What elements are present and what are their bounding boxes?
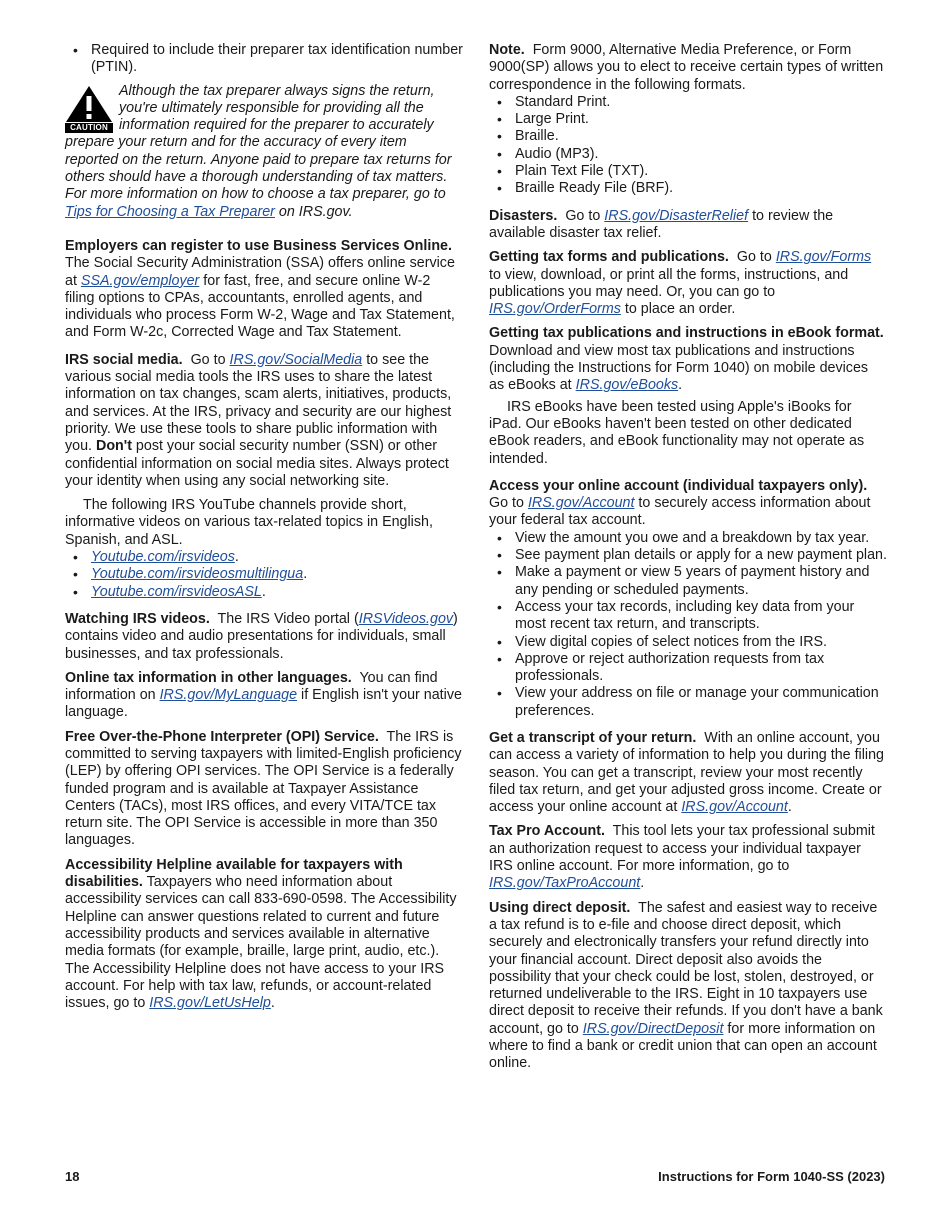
irs-videos-link[interactable]: IRSVideos.gov (358, 610, 454, 627)
page-number: 18 (65, 1169, 80, 1184)
account-section: Access your online account (individual taxpayers only). Go to IRS.gov/Account to securely access information about your federal tax account. (489, 477, 871, 529)
section-heading: Getting tax forms and publications. (489, 249, 729, 266)
list-item: • View digital copies of select notices from the IRS. (515, 634, 887, 651)
youtube-multilingua-link[interactable]: Youtube.com/irsvideosmultilingua (91, 566, 304, 583)
social-media-link[interactable]: IRS.gov/SocialMedia (229, 351, 363, 368)
account-link[interactable]: IRS.gov/Account (527, 495, 635, 512)
list-item: • Access your tax records, including key data from your most recent tax return, and transcripts. (515, 599, 887, 634)
section-heading: IRS social media. (65, 351, 183, 368)
list-item: • Youtube.com/irsvideosASL. (91, 584, 463, 601)
section-heading: Getting tax publications and instructions in eBook format. (489, 325, 884, 342)
section-heading: Get a transcript of your return. (489, 729, 697, 746)
ebook-section: Getting tax publications and instructions in eBook format. Download and view most tax publications and instructions (including the Instructions for Form 1040) on mobile devices as eBooks at IRS.gov/eBooks. (489, 325, 884, 394)
caution-box (65, 83, 463, 221)
section-heading: Online tax information in other languages. (65, 669, 352, 686)
youtube-asl-link[interactable]: Youtube.com/irsvideosASL (91, 583, 262, 600)
opi-section: Free Over-the-Phone Interpreter (OPI) Service. The IRS is committed to serving taxpayers with limited-English proficiency (LEP) by offering OPI services. The OPI Service is a federally funded program and is available at Taxpayer Assistance Centers (TACs), most IRS offices, and every VITA/TCE tax return site. The OPI Service is accessible in more than 350 languages. (65, 728, 462, 849)
disasters-section: Disasters. Go to IRS.gov/DisasterRelief to review the available disaster tax relief. (489, 207, 834, 241)
formats-list (489, 94, 887, 198)
left-column (65, 42, 463, 1019)
document-title: Instructions for Form 1040-SS (2023) (658, 1169, 885, 1184)
list-item: • Braille Ready File (BRF). (515, 180, 887, 197)
transcript-account-link[interactable]: IRS.gov/Account (681, 799, 788, 816)
section-heading: Accessibility Helpline available for taxpayers with disabilities. (65, 856, 403, 891)
section-heading: Employers can register to use Business Services Online. (65, 237, 452, 254)
account-features-list (489, 530, 887, 720)
employers-section: Employers can register to use Business Services Online. The Social Security Administration (SSA) offers online service at SSA.gov/employer for fast, free, and secure online W-2 filing options to CPAs, accountants, enrolled agents, and individuals who process Form W-2, Wage and Tax Statement, and Form W-2c, Corrected Wage and Tax Statement. (65, 237, 455, 341)
youtube-list (65, 549, 463, 601)
caution-text: Although the tax preparer always signs the return, you're ultimately responsible for providing all the information required for the preparer to accurately prepare your return and for the accuracy of every item reported on the return. Anyone paid to prepare tax returns for others should have a thorough understanding of tax matters. For more information on how to choose a tax preparer, go to Tips for Choosing a Tax Preparer on IRS.gov. (65, 82, 452, 220)
preparer-list (65, 42, 463, 77)
list-item: • See payment plan details or apply for a new payment plan. (515, 547, 887, 564)
watching-videos-section: Watching IRS videos. The IRS Video portal (IRSVideos.gov) contains video and audio presentations for individuals, small businesses, and tax professionals. (65, 610, 458, 662)
youtube-irsvideos-link[interactable]: Youtube.com/irsvideos (91, 549, 235, 566)
list-item: • Plain Text File (TXT). (515, 163, 887, 180)
right-column (489, 42, 887, 1080)
caution-label: CAUTION (65, 123, 113, 133)
youtube-intro: The following IRS YouTube channels provide short, informative videos on various tax-related topics in English, Spanish, and ASL. (65, 497, 433, 548)
list-item: • Youtube.com/irsvideos. (91, 549, 463, 566)
ssa-employer-link[interactable]: SSA.gov/employer (80, 272, 200, 289)
list-item: • Standard Print. (515, 94, 887, 111)
tips-preparer-link[interactable]: Tips for Choosing a Tax Preparer (65, 203, 275, 220)
forms-section: Getting tax forms and publications. Go to IRS.gov/Forms to view, download, or print all the forms, instructions, and publications you may need. Or, you can go to IRS.gov/OrderForms to place an order. (489, 249, 872, 318)
my-language-link[interactable]: IRS.gov/MyLanguage (159, 687, 298, 704)
order-forms-link[interactable]: IRS.gov/OrderForms (489, 301, 621, 318)
social-media-section: IRS social media. Go to IRS.gov/SocialMedia to see the various social media tools the IRS uses to share the latest information on tax changes, scam alerts, initiatives, products, and services. At the IRS, privacy and security are our highest priority. We use these tools to share public information with you. Don't post your social security number (SSN) or other confidential information on social media sites. Always protect your identity when using any social networking site. (65, 351, 452, 489)
ebook-note: IRS eBooks have been tested using Apple's iBooks for iPad. Our eBooks haven't been tested on other dedicated eBook readers, and eBook functionality may not operate as intended. (489, 398, 865, 467)
other-languages-section: Online tax information in other languages. You can find information on IRS.gov/MyLanguage if English isn't your native language. (65, 669, 462, 721)
list-item: • Youtube.com/irsvideosmultilingua. (91, 566, 463, 583)
section-heading: Access your online account (individual taxpayers only). (489, 477, 868, 494)
list-item: • Make a payment or view 5 years of payment history and any pending or scheduled payments. (515, 564, 887, 599)
note-section: Note. Form 9000, Alternative Media Preference, or Form 9000(SP) allows you to elect to receive certain types of written correspondence in the following formats. (489, 42, 884, 93)
section-heading: Disasters. (489, 207, 558, 224)
direct-deposit-link[interactable]: IRS.gov/DirectDeposit (582, 1020, 724, 1037)
list-item: • View your address on file or manage your communication preferences. (515, 685, 887, 720)
list-item: • Braille. (515, 128, 887, 145)
tax-pro-account-link[interactable]: IRS.gov/TaxProAccount (489, 875, 641, 892)
list-item: • Large Print. (515, 111, 887, 128)
list-item: • View the amount you owe and a breakdown by tax year. (515, 530, 887, 547)
section-heading: Tax Pro Account. (489, 823, 605, 840)
list-item: • Audio (MP3). (515, 146, 887, 163)
tax-pro-section: Tax Pro Account. This tool lets your tax professional submit an authorization request to access your individual taxpayer IRS online account. For more information, go to IRS.gov/TaxProAccount. (489, 823, 875, 892)
section-heading: Note. (489, 42, 525, 58)
list-item: • Required to include their preparer tax identification number (PTIN). (91, 42, 463, 77)
list-item: • Approve or reject authorization requests from tax professionals. (515, 651, 887, 686)
caution-icon (65, 85, 113, 133)
section-heading: Watching IRS videos. (65, 610, 210, 627)
transcript-section: Get a transcript of your return. With an online account, you can access a variety of information to help you during the filing season. You can get a transcript, review your most recently filed tax return, and get your adjusted gross income. Create or access your online account at IRS.gov/Account. (489, 729, 884, 816)
disaster-relief-link[interactable]: IRS.gov/DisasterRelief (604, 207, 749, 224)
section-heading: Using direct deposit. (489, 899, 631, 916)
forms-link[interactable]: IRS.gov/Forms (775, 249, 872, 266)
section-heading: Free Over-the-Phone Interpreter (OPI) Service. (65, 728, 379, 745)
accessibility-section: Accessibility Helpline available for taxpayers with disabilities. Taxpayers who need information about accessibility services can call 833-690-0598. The Accessibility Helpline can answer questions related to current and future accessibility products and services available in alternative media formats (for example, braille, large print, audio, etc.). The Accessibility Helpline does not have access to your IRS account. For help with tax law, refunds, or account-related issues, go to IRS.gov/LetUsHelp. (65, 856, 457, 1012)
let-us-help-link[interactable]: IRS.gov/LetUsHelp (149, 995, 271, 1012)
direct-deposit-section: Using direct deposit. The safest and easiest way to receive a tax refund is to e-file and choose direct deposit, which securely and electronically transfers your refund directly into your financial account. Direct deposit also avoids the possibility that your check could be lost, stolen, destroyed, or returned undeliverable to the IRS. Eight in 10 taxpayers use direct deposit to receive their refunds. If you don't have a bank account, go to IRS.gov/DirectDeposit for more information on where to find a bank or credit union that can open an account online. (489, 899, 883, 1072)
ebooks-link[interactable]: IRS.gov/eBooks (575, 377, 679, 394)
